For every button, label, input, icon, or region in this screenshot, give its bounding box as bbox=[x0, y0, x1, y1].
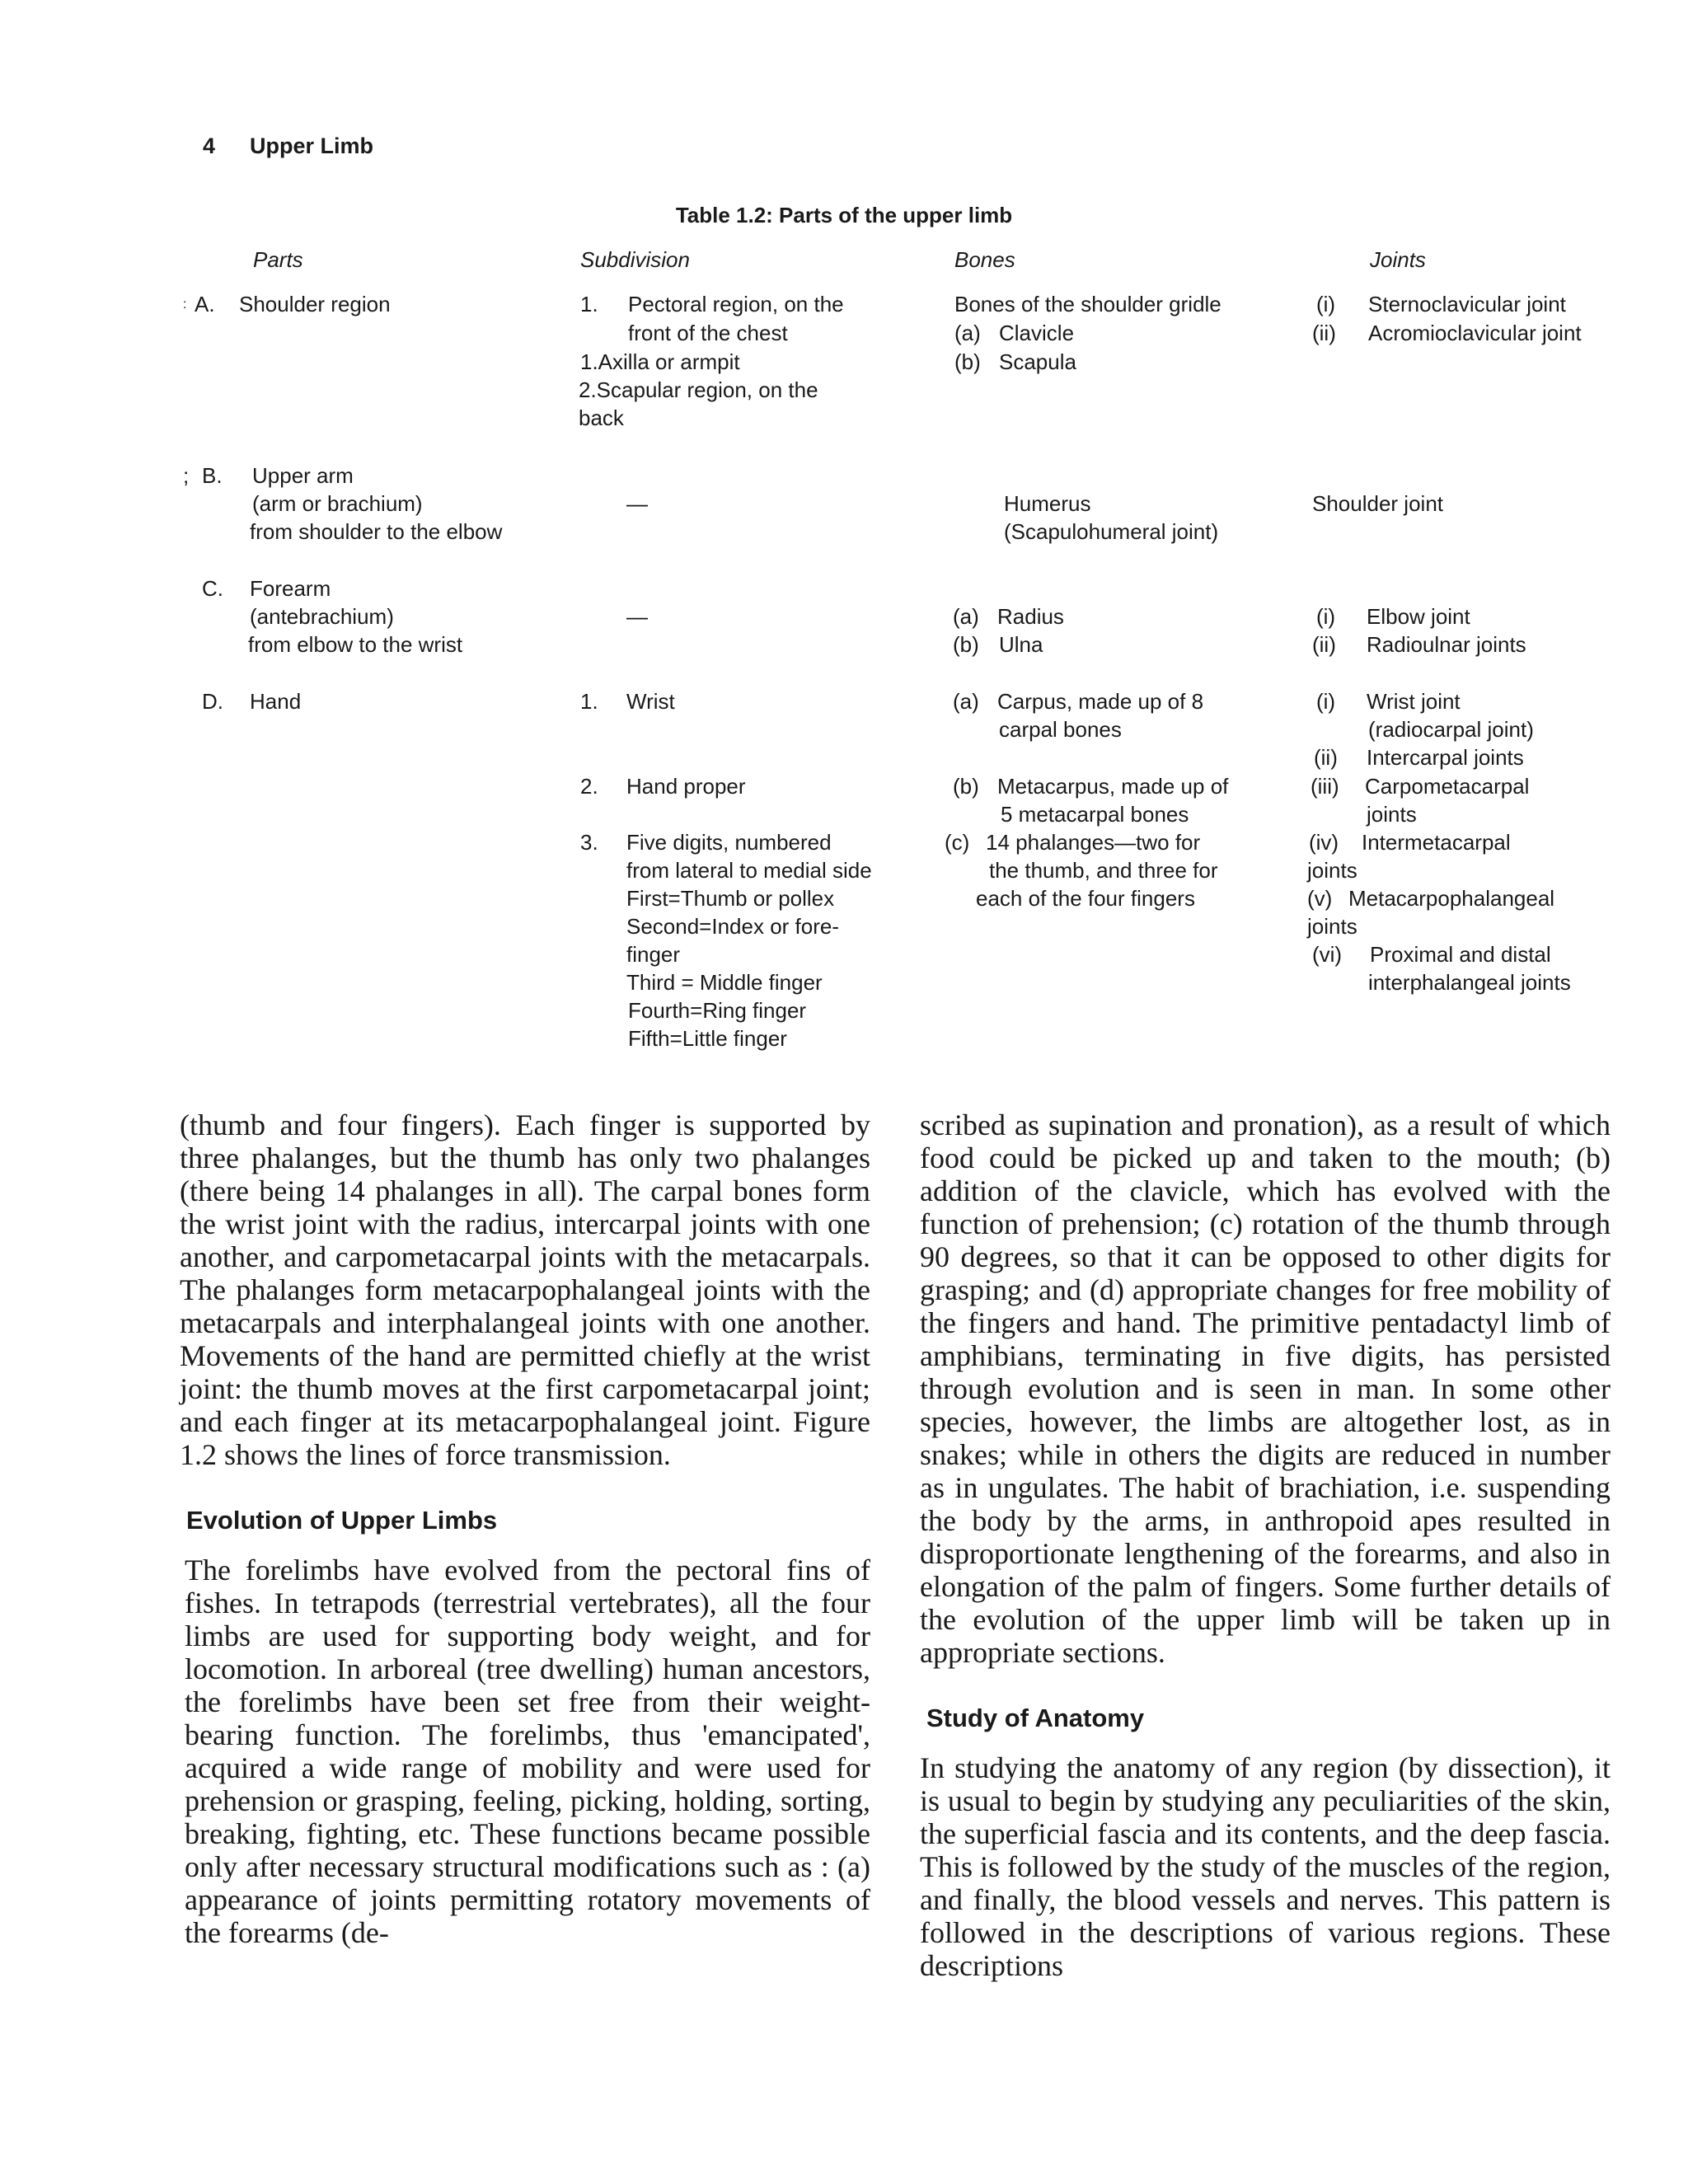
row-c-part: from elbow to the wrist bbox=[248, 632, 463, 657]
row-a-sub-line: Pectoral region, on the bbox=[628, 292, 844, 316]
row-a-sub-line: back bbox=[579, 405, 624, 430]
left-paragraph-1: (thumb and four fingers). Each finger is supported by three phalanges, but the thumb has only two phalanges (there being 14 phalanges in all). The carpal bones form the wrist joint with the radius, intercarpal joints with one another, and carpometacarpal joints with the metacarpals. The phalanges form metacarpophalangeal joints with the metacarpals and interphalangeal joints with one another. Movements of the hand are permitted chiefly at the wrist joint: the thumb moves at the first carpometacarpal joint; and each finger at its metacarpophalangeal joint. Figure 1.2 shows the lines of force transmission. bbox=[180, 1108, 870, 1471]
table-title: Table 1.2: Parts of the upper limb bbox=[675, 203, 1013, 227]
row-c-joints-line: Elbow joint bbox=[1367, 604, 1470, 629]
row-b-sub-dash: — bbox=[626, 491, 648, 516]
column-header-parts: Parts bbox=[253, 247, 303, 272]
row-b-part: Upper arm bbox=[252, 463, 354, 488]
row-a-bones-label: (a) bbox=[954, 321, 981, 345]
row-b-part: (arm or brachium) bbox=[252, 491, 423, 516]
row-d-bones-line: 5 metacarpal bones bbox=[1001, 802, 1189, 827]
row-d-joints-line: Proximal and distal bbox=[1370, 942, 1551, 967]
row-a-joints-label: (i) bbox=[1316, 292, 1336, 316]
row-d-sub-line: First=Thumb or pollex bbox=[626, 886, 835, 911]
running-title: Upper Limb bbox=[250, 134, 374, 158]
row-a-sub-line: 2.Scapular region, on the bbox=[579, 377, 818, 402]
row-c-part: (antebrachium) bbox=[250, 604, 394, 629]
row-a-bones-label: (b) bbox=[954, 349, 981, 374]
row-d-joints-line: joints bbox=[1307, 914, 1357, 939]
row-c-bones-label: (a) bbox=[953, 604, 979, 629]
row-c-bones-label: (b) bbox=[953, 632, 979, 657]
row-d-joints-label: (vi) bbox=[1312, 942, 1343, 967]
row-d-sub-line: from lateral to medial side bbox=[626, 858, 872, 883]
row-a-sub-line: front of the chest bbox=[628, 321, 788, 345]
row-d-joints-line: joints bbox=[1307, 858, 1357, 883]
row-d-bones-label: (a) bbox=[953, 689, 979, 714]
row-d-sub-line: Fifth=Little finger bbox=[628, 1026, 787, 1051]
row-a-letter: A. bbox=[195, 292, 215, 316]
row-d-sub-line: Third = Middle finger bbox=[626, 970, 823, 995]
row-d-joints-label: (iv) bbox=[1309, 830, 1339, 855]
row-a-part: Shoulder region bbox=[239, 292, 391, 316]
row-d-sub-line: Five digits, numbered bbox=[626, 830, 832, 855]
row-c-letter: C. bbox=[202, 576, 223, 601]
row-a-sub-line: 1.Axilla or armpit bbox=[580, 349, 740, 374]
row-a-joints-line: Sternoclavicular joint bbox=[1368, 292, 1566, 316]
row-d-joints-line: Carpometacarpal bbox=[1365, 774, 1530, 799]
row-d-sub-line: Fourth=Ring finger bbox=[628, 998, 807, 1023]
right-paragraph-2: In studying the anatomy of any region (by dissection), it is usual to begin by studying any peculiarities of the skin, the superficial fascia and its contents, and the deep fascia. This is followed by the study of the muscles of the region, and finally, the blood vessels and nerves. This pattern is followed in the descriptions of various regions. These descriptions bbox=[920, 1751, 1611, 1982]
section-heading-evolution: Evolution of Upper Limbs bbox=[186, 1506, 498, 1535]
row-a-bones-line: Clavicle bbox=[999, 321, 1075, 345]
row-c-bones-line: Ulna bbox=[999, 632, 1043, 657]
row-d-sub-line: Wrist bbox=[626, 689, 675, 714]
row-c-joints-label: (ii) bbox=[1312, 632, 1336, 657]
left-column bbox=[180, 1108, 870, 1949]
row-d-bones-line: each of the four fingers bbox=[976, 886, 1195, 911]
row-d-joints-line: Metacarpophalangeal bbox=[1348, 886, 1555, 911]
row-d-joints-line: Intermetacarpal bbox=[1362, 830, 1511, 855]
row-d-joints-line: Intercarpal joints bbox=[1367, 745, 1524, 770]
row-b-part: from shoulder to the elbow bbox=[250, 519, 503, 544]
row-b-bones-line: Humerus bbox=[1004, 491, 1091, 516]
right-column bbox=[920, 1108, 1611, 1982]
row-b-bones-line: (Scapulohumeral joint) bbox=[1004, 519, 1219, 544]
row-d-bones-line: the thumb, and three for bbox=[989, 858, 1218, 883]
column-header-subdivision: Subdivision bbox=[580, 247, 690, 272]
left-paragraph-2: The forelimbs have evolved from the pectoral fins of fishes. In tetrapods (terrestrial vertebrates), all the four limbs are used for supporting body weight, and for locomotion. In arboreal (tree dwelling) human ancestors, the forelimbs have been set free from their weight-bearing function. The forelimbs, thus 'emancipated', acquired a wide range of mobility and were used for prehension or grasping, feeling, picking, holding, sorting, breaking, fighting, etc. These functions became possible only after necessary structural modifications such as : (a) appearance of joints permitting rotatory movements of the forearms (de- bbox=[185, 1554, 870, 1949]
row-d-joints-label: (ii) bbox=[1314, 745, 1338, 770]
row-d-bones-label: (b) bbox=[953, 774, 979, 799]
page-number: 4 bbox=[203, 134, 216, 158]
row-d-sub-line: Hand proper bbox=[626, 774, 746, 799]
row-d-joints-line: (radiocarpal joint) bbox=[1368, 717, 1534, 742]
row-d-joints-label: (i) bbox=[1316, 689, 1336, 714]
row-c-part: Forearm bbox=[250, 576, 331, 601]
row-c-sub-dash: — bbox=[626, 604, 648, 629]
row-d-joints-label: (iii) bbox=[1311, 774, 1339, 799]
row-a-marker: : bbox=[183, 298, 187, 312]
row-d-bones-label: (c) bbox=[945, 830, 970, 855]
row-d-bones-line: Carpus, made up of 8 bbox=[997, 689, 1204, 714]
column-header-bones: Bones bbox=[954, 247, 1015, 272]
row-d-sub-num: 1. bbox=[580, 689, 598, 714]
section-heading-study-of-anatomy: Study of Anatomy bbox=[926, 1704, 1145, 1732]
row-d-part: Hand bbox=[250, 689, 302, 714]
row-b-letter: B. bbox=[202, 463, 223, 488]
row-d-sub-line: Second=Index or fore- bbox=[626, 914, 839, 939]
row-d-letter: D. bbox=[202, 689, 223, 714]
row-a-sub-num: 1. bbox=[580, 292, 598, 316]
row-d-joints-line: Wrist joint bbox=[1367, 689, 1461, 714]
row-a-joints-line: Acromioclavicular joint bbox=[1368, 321, 1582, 345]
row-a-joints-label: (ii) bbox=[1312, 321, 1336, 345]
row-a-bones-line: Bones of the shoulder gridle bbox=[954, 292, 1221, 316]
row-d-joints-line: joints bbox=[1367, 802, 1417, 827]
column-header-joints: Joints bbox=[1370, 247, 1426, 272]
row-d-joints-line: interphalangeal joints bbox=[1368, 970, 1571, 995]
row-d-bones-line: carpal bones bbox=[999, 717, 1122, 742]
row-c-joints-line: Radioulnar joints bbox=[1367, 632, 1526, 657]
right-paragraph-1: scribed as supination and pronation), as a result of which food could be picked up and taken to the mouth; (b) addition of the clavicle, which has evolved with the function of prehension; (c) rotation of the thumb through 90 degrees, so that it can be opposed to other digits for grasping; and (d) appropriate changes for free mobility of the fingers and hand. The primitive pentadactyl limb of amphibians, terminating in five digits, has persisted through evolution and is seen in man. In some other species, however, the limbs are altogether lost, as in snakes; while in others the digits are reduced in number as in ungulates. The habit of brachiation, i.e. suspending the body by the arms, in anthropoid apes resulted in disproportionate lengthening of the forearms, and also in elongation of the palm of fingers. Some further details of the evolution of the upper limb will be taken up in appropriate sections. bbox=[920, 1108, 1611, 1669]
row-c-joints-label: (i) bbox=[1316, 604, 1336, 629]
row-d-sub-num: 2. bbox=[580, 774, 598, 799]
row-d-bones-line: 14 phalanges—two for bbox=[986, 830, 1201, 855]
row-d-sub-line: finger bbox=[626, 942, 681, 967]
row-d-sub-num: 3. bbox=[580, 830, 598, 855]
row-d-bones-line: Metacarpus, made up of bbox=[997, 774, 1229, 799]
row-b-joints-line: Shoulder joint bbox=[1312, 491, 1443, 516]
row-b-marker: ; bbox=[183, 463, 190, 488]
row-d-joints-label: (v) bbox=[1307, 886, 1333, 911]
row-a-bones-line: Scapula bbox=[999, 349, 1076, 374]
row-c-bones-line: Radius bbox=[997, 604, 1064, 629]
